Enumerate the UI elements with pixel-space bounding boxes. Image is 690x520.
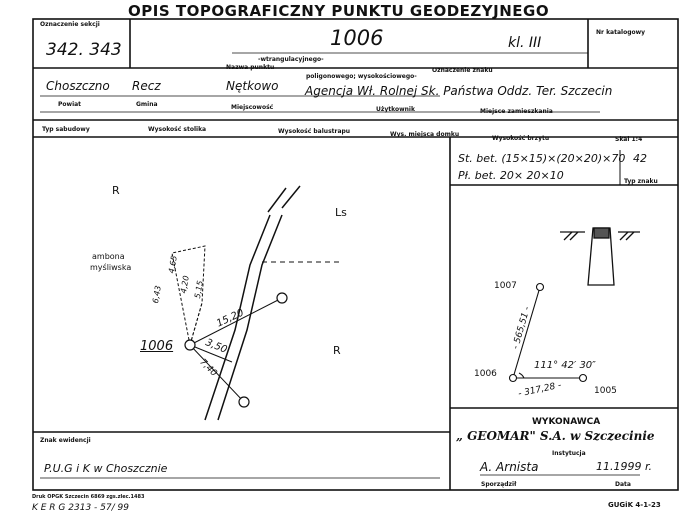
owner-value: Agencja Wł. Rolnej Sk. Państwa Oddz. Ter. Szczecin: [305, 84, 613, 98]
miejscowosc-label: Miejscowość: [231, 104, 274, 111]
executor-date: 11.1999 r.: [596, 460, 652, 473]
lines-label-1: -wtrangulacyjnego-: [258, 56, 324, 63]
person-label: Sporządził: [481, 481, 517, 488]
point-a-marker: [277, 293, 287, 303]
point-b-marker: [239, 397, 249, 407]
dist-465: 4,65: [166, 254, 179, 275]
gmina-value: Recz: [132, 79, 161, 93]
powiat-value: Choszczno: [46, 79, 110, 93]
sketch-r-top: R: [112, 184, 120, 197]
sign-cross-section: [560, 228, 640, 285]
dist-643: 6,43: [150, 284, 163, 305]
scale-label: Skal 1:4: [615, 136, 643, 143]
sketch-point-number: 1006: [140, 339, 174, 354]
powiat-label: Powiat: [58, 101, 82, 108]
point-name-label: Nazwa punktu: [226, 64, 275, 71]
dist-420: 4,20: [178, 274, 191, 295]
dist-515: 5,15: [192, 279, 205, 300]
angle-point-1005: 1005: [594, 386, 617, 396]
lines-label-2: poligonowego; wysokościowego-: [306, 73, 417, 80]
sign-label: Oznaczenie znaku: [432, 67, 493, 74]
date-label: Data: [615, 481, 631, 488]
point-number: 1006: [330, 26, 384, 50]
print-note: Druk OPGK Szczecin 6869 zgs.zlec.1483: [32, 494, 145, 500]
kerg-number: K E R G 2313 - 57/ 99: [32, 503, 129, 513]
wys-balustrady-label: Wysokość balustrapu: [278, 128, 351, 135]
angle-point-1007: 1007: [494, 281, 517, 291]
dist-740: 7,40: [197, 357, 219, 379]
sketch-ambona-2: myśliwska: [90, 263, 132, 272]
typ-label: Typ sabudowy: [42, 126, 90, 133]
owner-label: Użytkownik: [376, 106, 415, 113]
instytucja-label: Instytucja: [552, 450, 586, 457]
point-1006-marker: [185, 340, 195, 350]
angle-value: 111° 42′ 30″: [534, 360, 596, 371]
angle-dist-down: - 317,28 -: [517, 380, 563, 400]
catalog-label: Nr katalogowy: [596, 29, 646, 36]
form-code: GUGiK 4-1-23: [608, 501, 661, 509]
dist-1520: 15,20: [215, 307, 246, 330]
executor-company: „ GEOMAR" S.A. w Szczecinie: [456, 429, 655, 443]
angle-point-1006: 1006: [474, 369, 497, 379]
sketch-ambona-1: ambona: [92, 252, 125, 261]
st-bet-value: St. bet. (15×15)×(20×20)×70: [458, 152, 626, 165]
pl-bet-value: Pł. bet. 20× 20×10: [458, 169, 564, 182]
place-label: Miejsce zamieszkania: [480, 108, 553, 115]
section-label: Oznaczenie sekcji: [40, 21, 100, 28]
sketch-r-bottom: R: [333, 344, 341, 357]
wys-miejsca-label: Wys. miejsca domku: [390, 131, 460, 138]
source-label: Znak ewidencji: [40, 437, 91, 444]
dist-350: 3,50: [203, 337, 229, 356]
angle-dist-up: - 565,51 -: [511, 305, 533, 351]
sign-type-value: 42: [633, 152, 647, 165]
page-title: OPIS TOPOGRAFICZNY PUNKTU GEODEZYJNEGO: [128, 2, 550, 20]
class-value: kl. III: [508, 35, 542, 51]
miejscowosc-value: Nętkowo: [226, 79, 279, 93]
gmina-label: Gmina: [136, 101, 158, 108]
wys-stolika-label: Wysokość stolika: [148, 126, 207, 133]
wys-brzytu-label: Wysokość brzytu: [492, 135, 550, 142]
sketch-ls: Ls: [335, 206, 347, 219]
executor-label: WYKONAWCA: [532, 417, 601, 427]
executor-person: A. Arnista: [480, 460, 539, 474]
section-value: 342. 343: [46, 40, 122, 60]
source-value: P.U.G i K w Choszcznie: [44, 462, 168, 475]
sign-type-label: Typ znaku: [624, 178, 658, 185]
